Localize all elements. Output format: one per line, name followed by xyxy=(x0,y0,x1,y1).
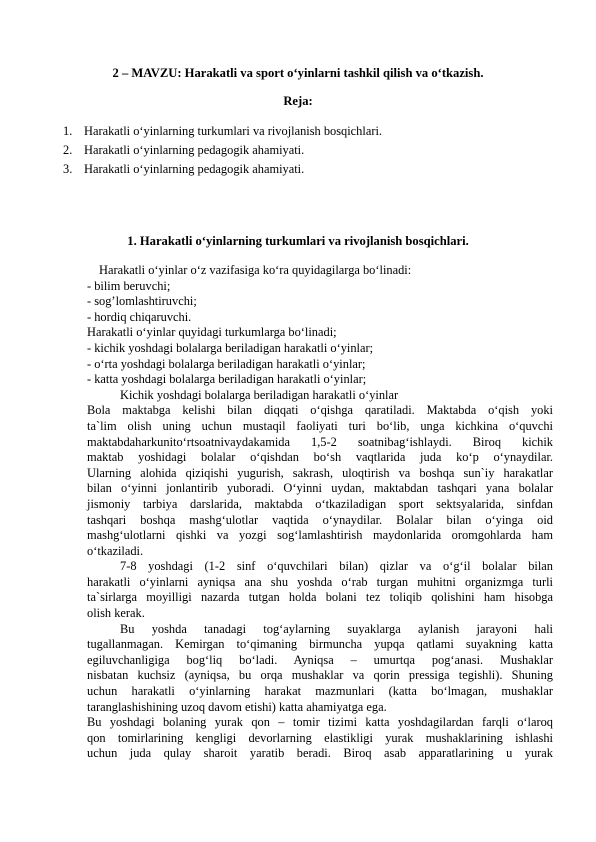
body-line: tashqari boshqa mashg‘ulotlar vaqtida o‘ynaydilar. Bolalar bilan o‘yinga oid xyxy=(87,512,553,527)
plan-item xyxy=(63,141,382,160)
plan-heading: Reja: xyxy=(283,94,313,108)
body-line: - sog’lomlashtiruvchi; xyxy=(87,294,197,309)
plan-item xyxy=(63,122,382,141)
body-line: bilan o‘yinni jonlantirib yuboradi. O‘yinni uydan, maktabdan tashqari yana bolalar xyxy=(87,481,553,496)
plan-item-text: Harakatli o‘yinlarning turkumlari va rivojlanish bosqichlari. xyxy=(84,124,382,138)
body-line: olish kerak. xyxy=(87,606,145,621)
body-line: harakatli o‘yinlarni ayniqsa ana shu yoshda o‘rab turgan muhitni organizmga turli xyxy=(87,574,553,589)
body-line: tugallanmagan. Kemirgan to‘qimaning birmuncha yupqa qatlami suyakning katta xyxy=(87,637,553,652)
body-line: o‘tkaziladi. xyxy=(87,543,144,558)
body-line: uchun harakatli o‘yinlarning harakat mazmunlari (katta bo‘lmagan, mushaklar xyxy=(87,684,553,699)
body-line: - bilim beruvchi; xyxy=(87,278,171,293)
plan-item-number: 2. xyxy=(63,143,73,157)
body-line: taranglashishining uzoq davom etishi) katta ahamiyatga ega. xyxy=(87,699,387,714)
body-line: - o‘rta yoshdagi bolalarga beriladigan harakatli o‘yinlar; xyxy=(87,356,366,371)
body-line: uchun juda qulay sharoit yaratib beradi. Biroq asab apparatlarining u yurak xyxy=(87,746,553,761)
body-line: Kichik yoshdagi bolalarga beriladigan harakatli o‘yinlar xyxy=(120,387,399,402)
plan-item-text: Harakatli o‘yinlarning pedagogik ahamiyati. xyxy=(84,143,305,157)
body-line: qon tomirlarining kengligi devorlarning elastikligi yurak mushaklarining ishlashi xyxy=(87,730,553,745)
body-text xyxy=(87,263,553,762)
topic-title: 2 – MAVZU: Harakatli va sport o‘yinlarni tashkil qilish va o‘tkazish. xyxy=(112,66,484,80)
body-line: Harakatli o‘yinlar o‘z vazifasiga ko‘ra quyidagilarga bo‘linadi: xyxy=(99,263,412,277)
body-line: Bu yoshda tanadagi tog‘aylarning suyaklarga aylanish jarayoni hali xyxy=(120,621,553,636)
body-line: Bola maktabga kelishi bilan diqqati o‘qishga qaratiladi. Maktabda o‘qish yoki xyxy=(87,403,553,418)
body-line: nisbatan kuchsiz (ayniqsa, bu orqa mushaklar va qorin pressiga tegishli). Shuning xyxy=(87,668,553,683)
body-line: maktabdaharkunito‘rtsoatnivaydakamida 1,5-2 soatnibag‘ishlaydi. Biroq kichik xyxy=(87,434,553,449)
body-line: maktab yoshidagi bolalar o‘qishdan bo‘sh vaqtlarida juda ko‘p o‘ynaydilar. xyxy=(87,450,553,465)
body-line: - katta yoshdagi bolalarga beriladigan harakatli o‘yinlar; xyxy=(87,372,367,387)
body-line: - hordiq chiqaruvchi. xyxy=(87,309,192,324)
body-line: egiluvchanligiga bog‘liq bo‘ladi. Ayniqsa – umurtqa pog‘anasi. Mushaklar xyxy=(87,652,553,667)
body-line: Ularning alohida qiziqishi yugurish, sakrash, uloqtirish va boshqa sun`iy harakatlar xyxy=(87,465,553,480)
body-line: mashg‘ulotlarni qishki va yozgi sog‘lamlashtirish maydonlarida oromgohlarda ham xyxy=(87,528,553,543)
body-line: jismoniy tarbiya darslarida, maktabda o‘tkaziladigan sport sektsyalarida, sinfdan xyxy=(87,496,553,511)
plan-item xyxy=(63,160,382,179)
body-line: Harakatli o‘yinlar quyidagi turkumlarga bo‘linadi; xyxy=(87,325,337,340)
body-line: 7-8 yoshdagi (1-2 sinf o‘quvchilari bilan) qizlar va o‘g‘il bolalar bilan xyxy=(120,559,553,574)
body-line: ta`lim olish uning uchun mustaqil faoliyati turi bo‘lib, unga kichkina o‘quvchi xyxy=(87,418,553,433)
section-heading: 1. Harakatli o‘yinlarning turkumlari va rivojlanish bosqichlari. xyxy=(127,234,469,248)
body-line: - kichik yoshdagi bolalarga beriladigan harakatli o‘yinlar; xyxy=(87,340,374,355)
plan-item-text: Harakatli o‘yinlarning pedagogik ahamiyati. xyxy=(84,162,305,176)
body-line: ta`sirlarga moyilligi nazarda tutgan holda bolani tez toliqib qolishini ham hisobga xyxy=(87,590,553,605)
plan-item-number: 1. xyxy=(63,124,73,138)
plan-list xyxy=(63,122,382,179)
body-line: Bu yoshdagi bolaning yurak qon – tomir tizimi katta yoshdagilardan farqli o‘laroq xyxy=(87,715,553,730)
plan-item-number: 3. xyxy=(63,162,73,176)
